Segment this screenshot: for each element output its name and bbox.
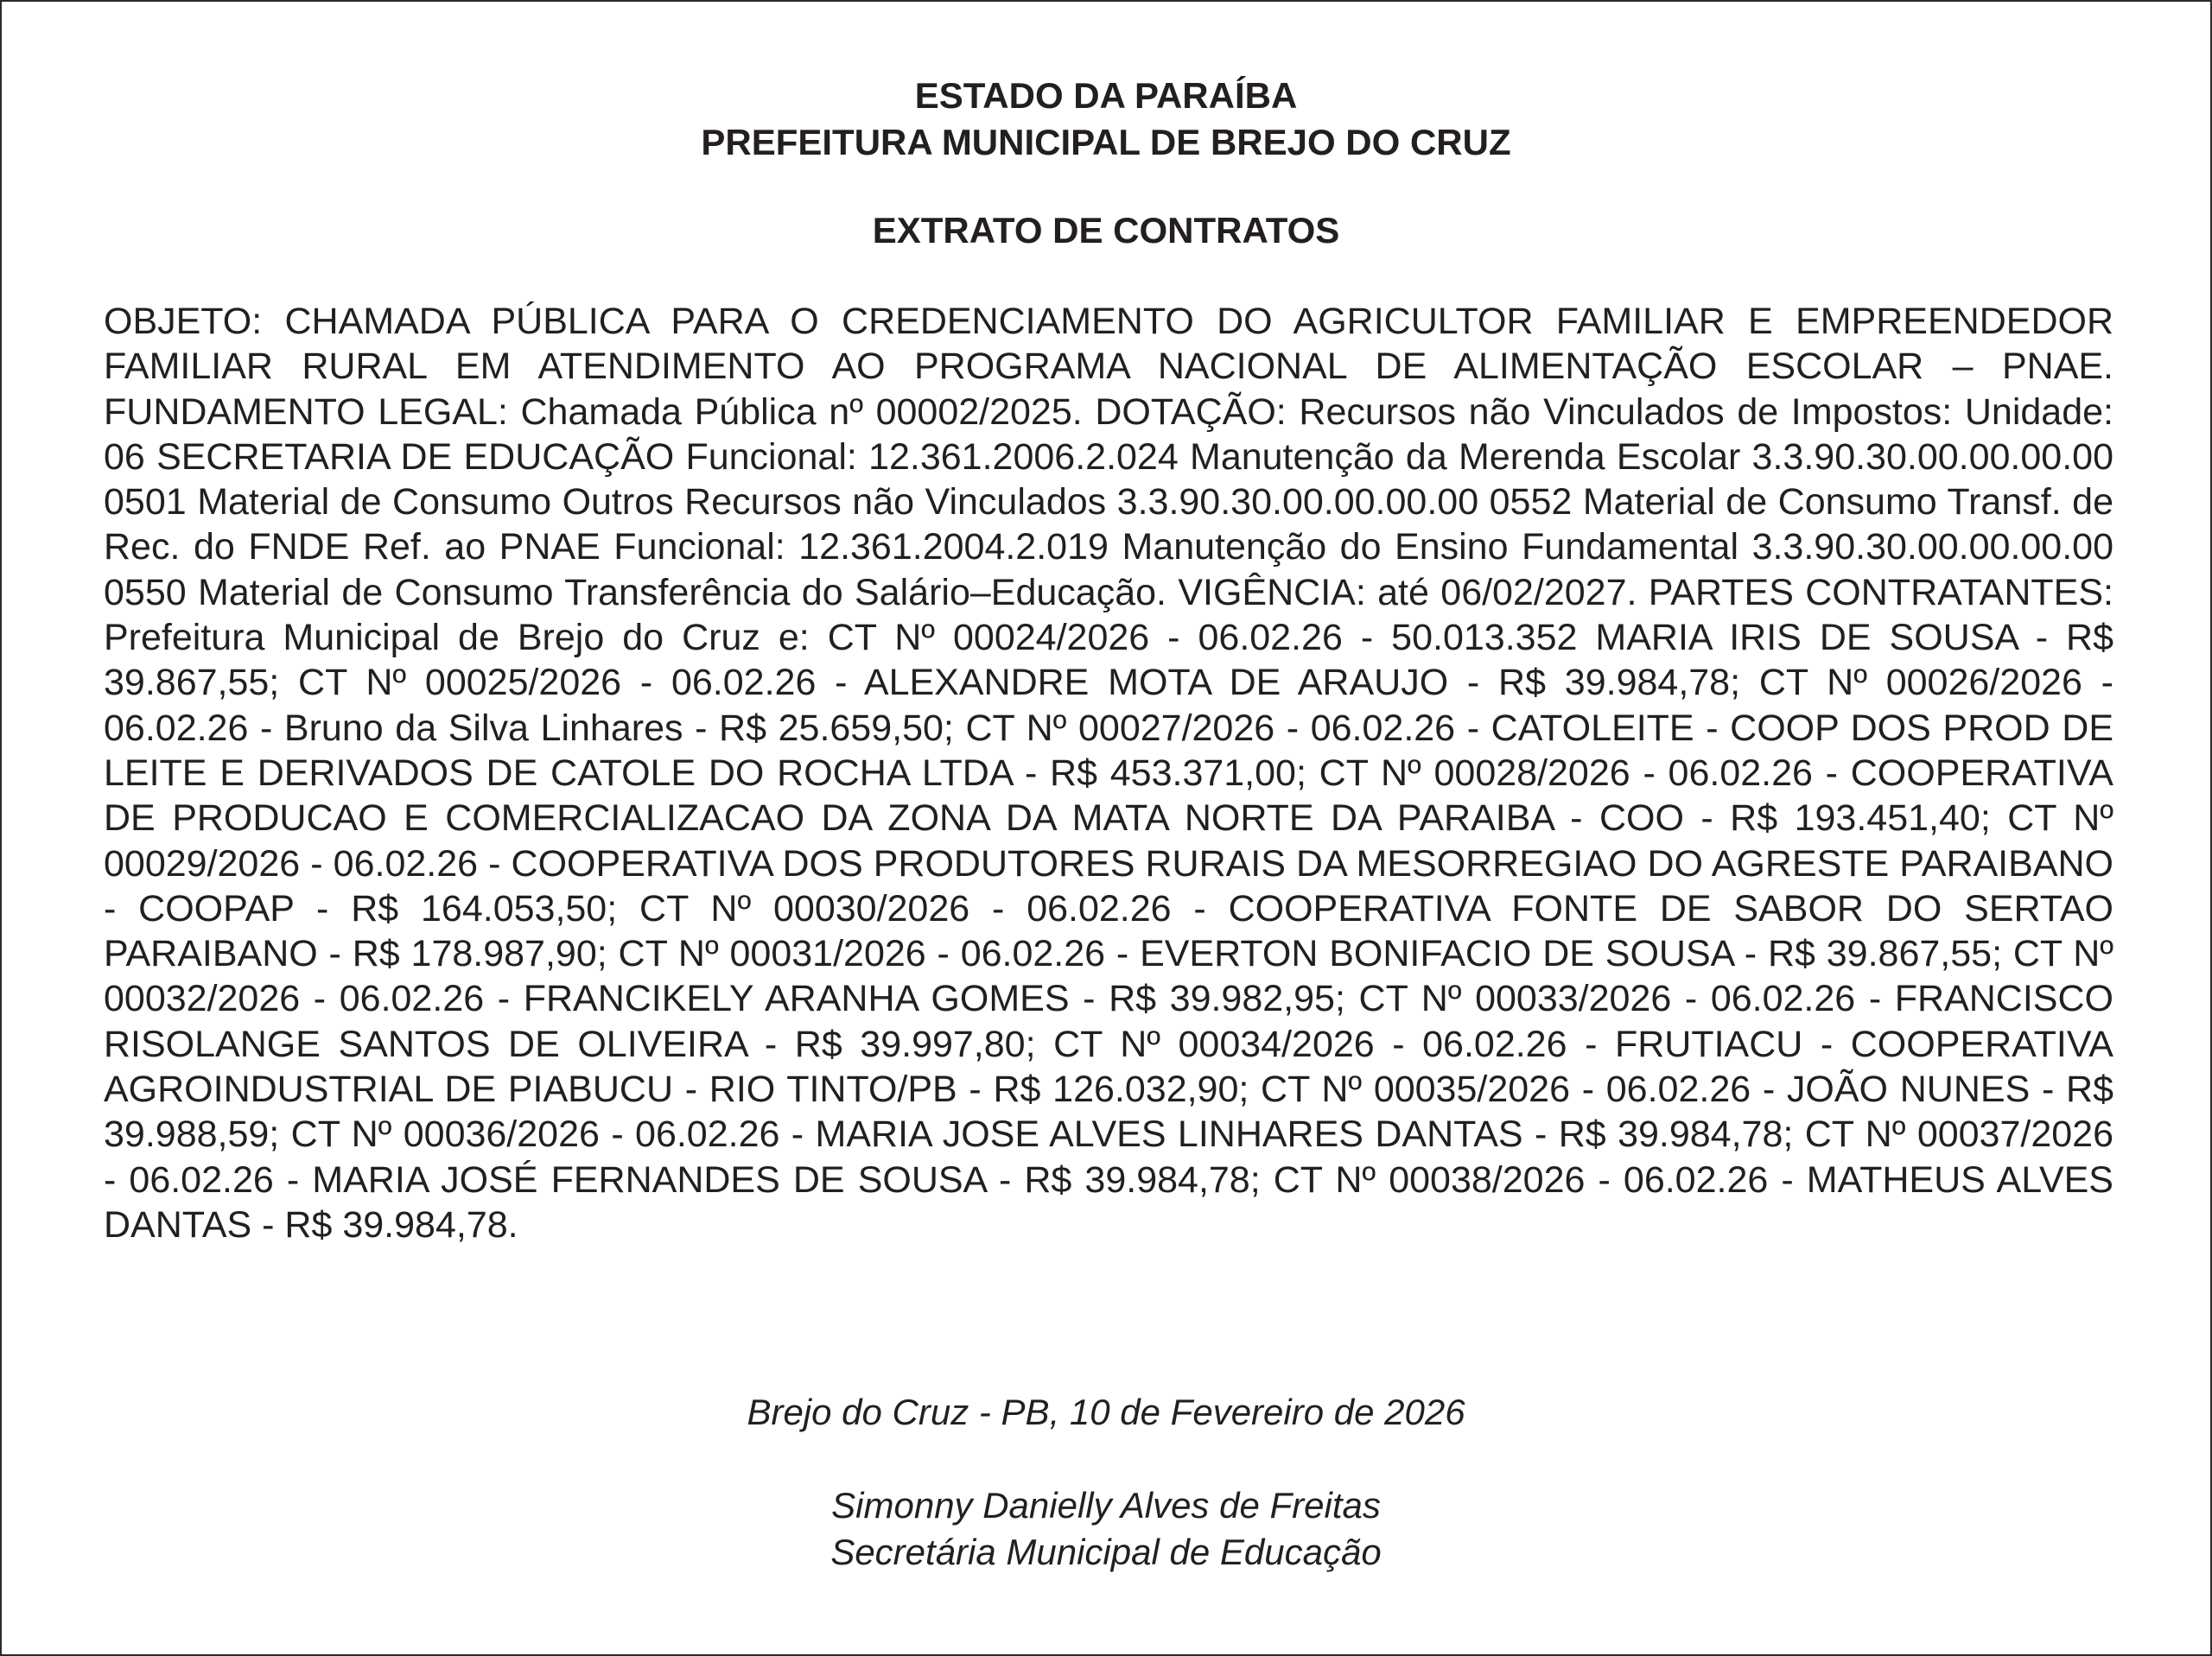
document-title: EXTRATO DE CONTRATOS xyxy=(872,210,1340,251)
signature-block xyxy=(2,1482,2210,1576)
signatory-role: Secretária Municipal de Educação xyxy=(830,1532,1382,1572)
state-name: ESTADO DA PARAÍBA xyxy=(914,75,1298,116)
city-hall-name: PREFEITURA MUNICIPAL DE BREJO DO CRUZ xyxy=(701,122,1511,162)
place-and-date: Brejo do Cruz - PB, 10 de Fevereiro de 2026 xyxy=(747,1392,1465,1432)
contract-extract-body: OBJETO: CHAMADA PÚBLICA PARA O CREDENCIAMENTO DO AGRICULTOR FAMILIAR E EMPREENDEDOR FAMILIAR RURAL EM ATENDIMENTO AO PROGRAMA NACIONAL DE ALIMENTAÇÃO ESCOLAR – PNAE. FUNDAMENTO LEGAL: Chamada Pública nº 00002/2025. DOTAÇÃO: Recursos não Vinculados de Impostos: Unidade: 06 SECRETARIA DE EDUCAÇÃO Funcional: 12.361.2006.2.024 Manutenção da Merenda Escolar 3.3.90.30.00.00.00.00 0501 Material de Consumo Outros Recursos não Vinculados 3.3.90.30.00.00.00.00 0552 Material de Consumo Transf. de Rec. do FNDE Ref. ao PNAE Funcional: 12.361.2004.2.019 Manutenção do Ensino Fundamental 3.3.90.30.00.00.00.00 0550 Material de Consumo Transferência do Salário–Educação. VIGÊNCIA: até 06/02/2027. PARTES CONTRATANTES: Prefeitura Municipal de Brejo do Cruz e: CT Nº 00024/2026 - 06.02.26 - 50.013.352 MARIA IRIS DE SOUSA - R$ 39.867,55; CT Nº 00025/2026 - 06.02.26 - ALEXANDRE MOTA DE ARAUJO - R$ 39.984,78; CT Nº 00026/2026 - 06.02.26 - Bruno da Silva Linhares - R$ 25.659,50; CT Nº 00027/2026 - 06.02.26 - CATOLEITE - COOP DOS PROD DE LEITE E DERIVADOS DE CATOLE DO ROCHA LTDA - R$ 453.371,00; CT Nº 00028/2026 - 06.02.26 - COOPERATIVA DE PRODUCAO E COMERCIALIZACAO DA ZONA DA MATA NORTE DA PARAIBA - COO - R$ 193.451,40; CT Nº 00029/2026 - 06.02.26 - COOPERATIVA DOS PRODUTORES RURAIS DA MESORREGIAO DO AGRESTE PARAIBANO - COOPAP - R$ 164.053,50; CT Nº 00030/2026 - 06.02.26 - COOPERATIVA FONTE DE SABOR DO SERTAO PARAIBANO - R$ 178.987,90; CT Nº 00031/2026 - 06.02.26 - EVERTON BONIFACIO DE SOUSA - R$ 39.867,55; CT Nº 00032/2026 - 06.02.26 - FRANCIKELY ARANHA GOMES - R$ 39.982,95; CT Nº 00033/2026 - 06.02.26 - FRANCISCO RISOLANGE SANTOS DE OLIVEIRA - R$ 39.997,80; CT Nº 00034/2026 - 06.02.26 - FRUTIACU - COOPERATIVA AGROINDUSTRIAL DE PIABUCU - RIO TINTO/PB - R$ 126.032,90; CT Nº 00035/2026 - 06.02.26 - JOÃO NUNES - R$ 39.988,59; CT Nº 00036/2026 - 06.02.26 - MARIA JOSE ALVES LINHARES DANTAS - R$ 39.984,78; CT Nº 00037/2026 - 06.02.26 - MARIA JOSÉ FERNANDES DE SOUSA - R$ 39.984,78; CT Nº 00038/2026 - 06.02.26 - MATHEUS ALVES DANTAS - R$ 39.984,78. xyxy=(104,301,2113,1246)
document-header xyxy=(2,73,2210,166)
signatory-name: Simonny Danielly Alves de Freitas xyxy=(831,1485,1381,1526)
